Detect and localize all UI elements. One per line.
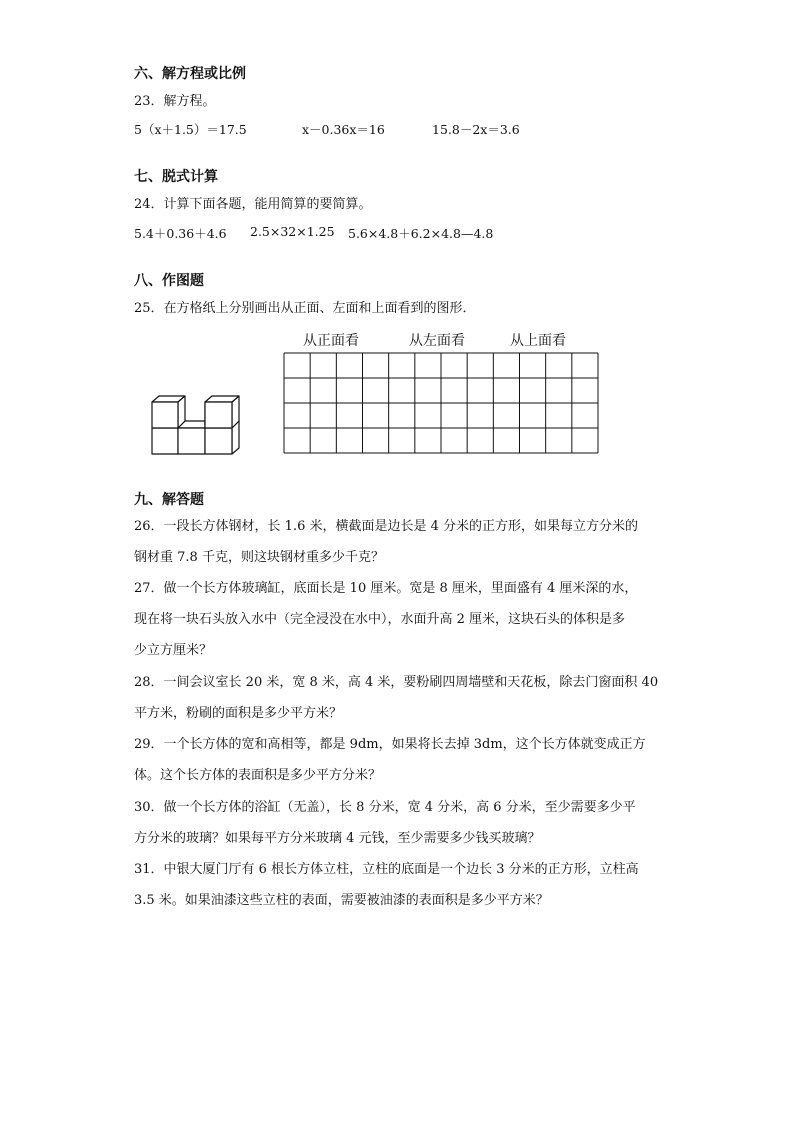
question-27-line-2: 现在将一块石头放入水中（完全浸没在水中），水面升高 2 厘米，这块石头的体积是多 <box>134 612 626 627</box>
view-label-left: 从左面看 <box>409 333 465 349</box>
question-29-line-2: 体。这个长方体的表面积是多少平方分米？ <box>134 768 382 783</box>
question-30-line-2: 方分米的玻璃？如果每平方分米玻璃 4 元钱，至少需要多少钱买玻璃？ <box>134 831 541 846</box>
expression-1: 5.4＋0.36＋4.6 <box>134 226 227 241</box>
section-heading-calculation: 七、脱式计算 <box>134 169 218 185</box>
section-heading-drawing: 八、作图题 <box>134 273 204 289</box>
cube-stack-figure <box>148 390 248 460</box>
question-29-line-1: 29．一个长方体的宽和高相等，都是 9dm，如果将长去掉 3dm，这个长方体就变成正方 <box>134 737 646 752</box>
question-24-prompt: 24．计算下面各题，能用简算的要简算。 <box>134 197 372 212</box>
section-heading-equations: 六、解方程或比例 <box>134 66 246 82</box>
view-label-front: 从正面看 <box>303 333 359 349</box>
equation-2: x－0.36x＝16 <box>302 122 385 137</box>
view-label-top: 从上面看 <box>510 333 566 349</box>
question-28-line-1: 28．一间会议室长 20 米，宽 8 米，高 4 米，要粉刷四周墙壁和天花板，除去门窗面积 40 <box>134 675 659 690</box>
question-30-line-1: 30．做一个长方体的浴缸（无盖），长 8 分米，宽 4 分米，高 6 分米，至少需要多少平 <box>134 800 636 815</box>
question-31-line-2: 3.5 米。如果油漆这些立柱的表面，需要被油漆的表面积是多少平方米？ <box>134 893 549 908</box>
question-27-line-3: 少立方厘米？ <box>134 643 213 658</box>
equation-1: 5（x＋1.5）＝17.5 <box>134 122 247 137</box>
expression-3: 5.6×4.8＋6.2×4.8—4.8 <box>348 226 494 241</box>
equation-3: 15.8－2x＝3.6 <box>432 122 520 137</box>
question-23-prompt: 23．解方程。 <box>134 94 216 109</box>
question-25-prompt: 25．在方格纸上分别画出从正面、左面和上面看到的图形． <box>134 301 476 316</box>
question-28-line-2: 平方米，粉刷的面积是多少平方米？ <box>134 706 343 721</box>
question-27-line-1: 27．做一个长方体玻璃缸，底面长是 10 厘米。宽是 8 厘米，里面盛有 4 厘米深的水， <box>134 581 638 596</box>
question-26-line-2: 钢材重 7.8 千克，则这块钢材重多少千克？ <box>134 550 384 565</box>
grid-lines <box>284 353 598 453</box>
grid-paper[interactable] <box>282 351 600 455</box>
section-heading-word-problems: 九、解答题 <box>134 492 204 508</box>
question-31-line-1: 31．中银大厦门厅有 6 根长方体立柱，立柱的底面是一个边长 3 分米的正方形，立柱高 <box>134 862 639 877</box>
expression-2: 2.5×32×1.25 <box>250 224 335 239</box>
question-26-line-1: 26．一段长方体钢材，长 1.6 米，横截面是边长是 4 分米的正方形，如果每立方分米的 <box>134 519 639 534</box>
